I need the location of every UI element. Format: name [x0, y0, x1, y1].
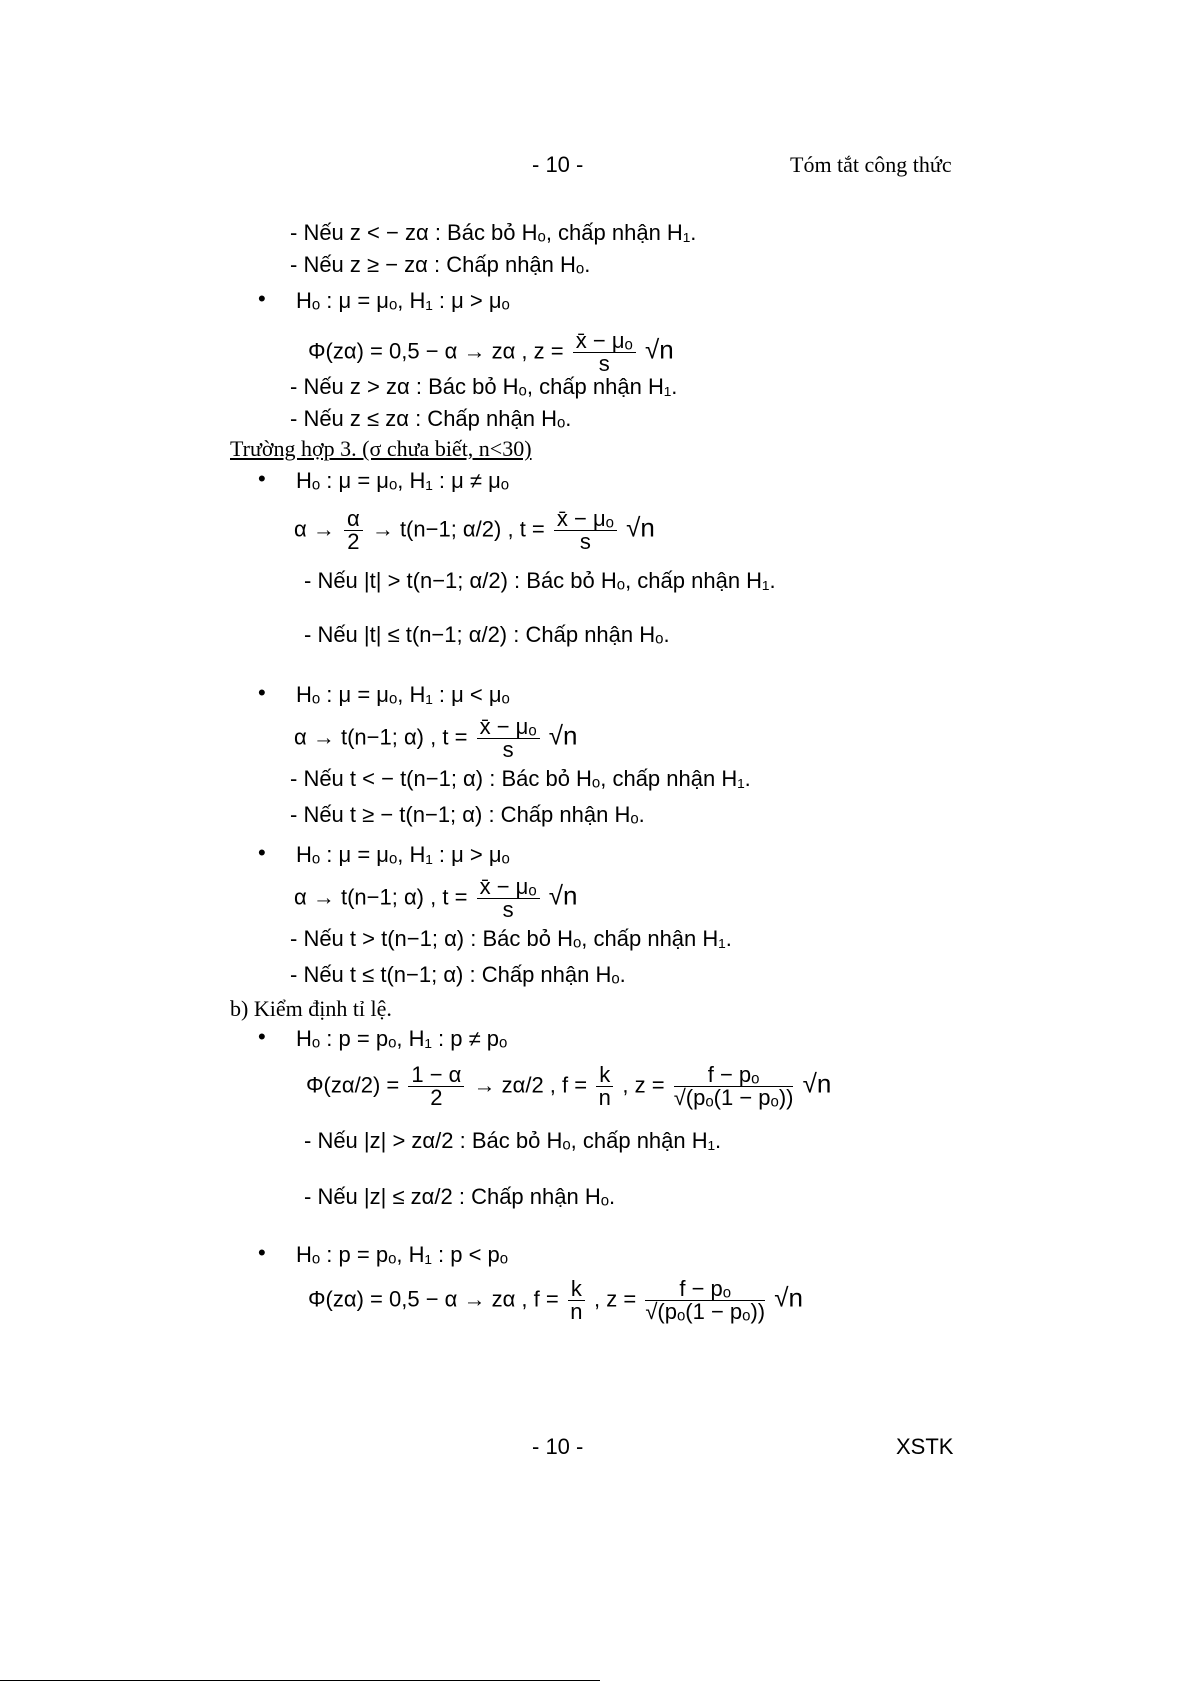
hypothesis: Hₒ : μ = μₒ, H₁ : μ < μₒ [296, 682, 510, 707]
formula-ineq: |z| ≤ zα/2 [363, 1184, 453, 1209]
fraction-numerator: k [596, 1064, 613, 1087]
conclusion: : Bác bỏ Hₒ, chấp nhận H₁. [459, 1128, 722, 1153]
neu-label: - Nếu [290, 220, 344, 245]
neu-label: - Nếu [290, 406, 344, 431]
formula-ineq: z > zα [349, 374, 410, 399]
formula-ineq: z ≤ zα [349, 406, 409, 431]
fraction-denominator: 2 [347, 529, 360, 554]
fraction-denominator: n [570, 1299, 583, 1324]
fraction-denominator: n [598, 1085, 611, 1110]
case3-title: Trường hợp 3. (σ chưa biết, n<30) [230, 436, 532, 461]
conclusion: : Chấp nhận Hₒ. [458, 1184, 616, 1209]
formula-t-def: t = [442, 884, 468, 910]
sqrt-n: √n [626, 512, 655, 543]
neu-label: - Nếu [290, 802, 344, 827]
neu-label: - Nếu [290, 374, 344, 399]
conclusion: : Chấp nhận Hₒ. [434, 252, 591, 277]
header-title: Tóm tắt công thức [790, 152, 952, 177]
fraction [477, 876, 540, 921]
bottom-rule [0, 1680, 600, 1681]
formula-line [308, 330, 674, 375]
formula-phi: Φ(zα/2) = [306, 1072, 400, 1098]
neu-label: - Nếu [290, 766, 344, 791]
formula-phi: Φ(zα) = 0,5 − α → zα , [308, 338, 528, 364]
conclusion: : Bác bỏ Hₒ, chấp nhận H₁. [415, 374, 678, 399]
conclusion: : Chấp nhận Hₒ. [469, 962, 626, 987]
neu-label: - Nếu [304, 568, 358, 593]
bullet-icon: • [258, 680, 266, 705]
conclusion: : Chấp nhận Hₒ. [488, 802, 645, 827]
rule-accept-abs-z [304, 1184, 615, 1210]
neu-label: - Nếu [290, 252, 344, 277]
rule-accept-z-ge [290, 252, 590, 278]
rule-accept-t-ge [290, 802, 645, 828]
formula-t-def: t = [519, 516, 545, 542]
header-page-number: - 10 - [532, 152, 584, 177]
footer-page-number: - 10 - [532, 1434, 584, 1459]
hypothesis: Hₒ : μ = μₒ, H₁ : μ > μₒ [296, 288, 510, 313]
bullet-icon: • [258, 840, 266, 865]
fraction [408, 1064, 464, 1109]
formula-ineq: t < − t(n−1; α) [349, 766, 484, 791]
fraction-denominator: s [579, 529, 591, 554]
section-b-heading: b) Kiểm định tỉ lệ. [230, 996, 392, 1021]
conclusion: : Bác bỏ Hₒ, chấp nhận H₁. [514, 568, 776, 593]
rule-reject-abs-t [304, 568, 776, 594]
bullet-icon: • [258, 1240, 266, 1265]
bullet-icon: • [258, 466, 266, 491]
fraction [674, 1064, 794, 1109]
neu-label: - Nếu [304, 1184, 358, 1209]
formula-line: α → $\frac{\alpha}{2}$ → t(n−1; α/2) , t = $\frac{\text{x̄ − μₒ}}{s}$ √n [294, 506, 655, 554]
fraction [554, 508, 617, 553]
neu-label: - Nếu [290, 926, 344, 951]
sqrt-n: √n [644, 334, 674, 365]
rule-reject-t-gt [290, 926, 732, 952]
formula-ineq: z < − zα [349, 220, 429, 245]
rule-accept-t-le [290, 962, 626, 988]
formula-ineq: t ≤ t(n−1; α) [349, 962, 464, 987]
fraction [477, 716, 540, 761]
formula-phi: Φ(zα) = 0,5 − α → zα , [308, 1286, 528, 1312]
alpha-arrow: α → [294, 884, 335, 910]
t-quantile: t(n−1; α) [340, 724, 424, 750]
formula-ineq: t > t(n−1; α) [349, 926, 465, 951]
fraction-denominator: 2 [430, 1085, 443, 1110]
conclusion: : Chấp nhận Hₒ. [415, 406, 572, 431]
fraction [344, 508, 363, 553]
fraction [596, 1064, 613, 1109]
formula-z-def: z = [606, 1286, 637, 1312]
neu-label: - Nếu [304, 622, 358, 647]
fraction-numerator: x̄ − μₒ [554, 508, 617, 531]
fraction-denominator: s [502, 737, 514, 762]
sqrt-n: √n [774, 1282, 803, 1313]
fraction-denominator: s [502, 897, 514, 922]
fraction-numerator: x̄ − μₒ [573, 330, 636, 353]
t-quantile: t(n−1; α) [340, 884, 424, 910]
sqrt-n: √n [548, 880, 578, 911]
formula-z-def: z = [634, 1072, 665, 1098]
bullet-icon: • [258, 286, 266, 311]
conclusion: : Bác bỏ Hₒ, chấp nhận H₁. [489, 766, 751, 791]
rule-reject-z-lt [290, 220, 696, 246]
formula-ineq: |t| > t(n−1; α/2) [363, 568, 508, 593]
rule-reject-t-lt [290, 766, 751, 792]
formula-f-def: f = [562, 1072, 588, 1098]
fraction [573, 330, 636, 375]
formula-ineq: t ≥ − t(n−1; α) [349, 802, 483, 827]
fraction-denominator: s [598, 351, 610, 376]
neu-label: - Nếu [290, 962, 344, 987]
fraction-numerator: f − pₒ [645, 1278, 765, 1301]
fraction-numerator: x̄ − μₒ [477, 716, 540, 739]
fraction-numerator: α [344, 508, 363, 531]
fraction-numerator: x̄ − μₒ [477, 876, 540, 899]
fraction-numerator: 1 − α [408, 1064, 464, 1087]
formula-line: Φ(zα/2) = $\frac{1 - \alpha}{2}$ → zα/2 , f = $\frac{k}{n}$ , z = $\frac{\text{f − pₒ}}{\text{√(pₒ(1 − pₒ))}}$ √n [306, 1062, 832, 1110]
rule-accept-abs-t [304, 622, 670, 648]
fraction-numerator: f − pₒ [674, 1064, 794, 1087]
neu-label: - Nếu [304, 1128, 358, 1153]
hypothesis: Hₒ : μ = μₒ, H₁ : μ > μₒ [296, 842, 510, 867]
fraction [645, 1278, 765, 1323]
fraction-denominator: √(pₒ(1 − pₒ)) [645, 1299, 766, 1324]
rule-accept-z-le [290, 406, 571, 432]
sqrt-n: √n [548, 720, 578, 751]
fraction [568, 1278, 585, 1323]
formula-ineq: |t| ≤ t(n−1; α/2) [363, 622, 508, 647]
formula-z-def: z = [533, 338, 564, 364]
t-quantile: t(n−1; α/2) [399, 516, 502, 542]
footer-label: XSTK [896, 1434, 954, 1459]
sqrt-n: √n [802, 1068, 832, 1099]
conclusion: : Bác bỏ Hₒ, chấp nhận H₁. [470, 926, 732, 951]
fraction-denominator: √(pₒ(1 − pₒ)) [673, 1085, 794, 1110]
formula-ineq: z ≥ − zα [349, 252, 428, 277]
formula-ineq: |z| > zα/2 [363, 1128, 454, 1153]
alpha-arrow: α → [294, 516, 335, 542]
fraction-numerator: k [568, 1278, 585, 1301]
formula-f-def: f = [533, 1286, 559, 1312]
bullet-icon: • [258, 1024, 266, 1049]
alpha-arrow: α → [294, 724, 335, 750]
conclusion: : Bác bỏ Hₒ, chấp nhận H₁. [434, 220, 697, 245]
hypothesis: Hₒ : p = pₒ, H₁ : p ≠ pₒ [296, 1026, 508, 1051]
formula-t-def: t = [442, 724, 468, 750]
z-quantile: → zα/2 , [473, 1072, 556, 1098]
rule-reject-z-gt [290, 374, 677, 400]
formula-line: Φ(zα) = 0,5 − α → zα , f = $\frac{k}{n}$ , z = $\frac{\text{f − pₒ}}{\text{√(pₒ(1 − pₒ))}}$ √n [308, 1276, 803, 1324]
hypothesis: Hₒ : μ = μₒ, H₁ : μ ≠ μₒ [296, 468, 510, 493]
conclusion: : Chấp nhận Hₒ. [513, 622, 670, 647]
formula-line: α → t(n−1; α) , t = $\frac{\text{x̄ − μₒ}}{s}$ √n [294, 714, 578, 762]
formula-line: α → t(n−1; α) , t = $\frac{\text{x̄ − μₒ}}{s}$ √n [294, 874, 578, 922]
case3-heading [230, 436, 532, 462]
hypothesis: Hₒ : p = pₒ, H₁ : p < pₒ [296, 1242, 509, 1267]
rule-reject-abs-z [304, 1128, 721, 1154]
